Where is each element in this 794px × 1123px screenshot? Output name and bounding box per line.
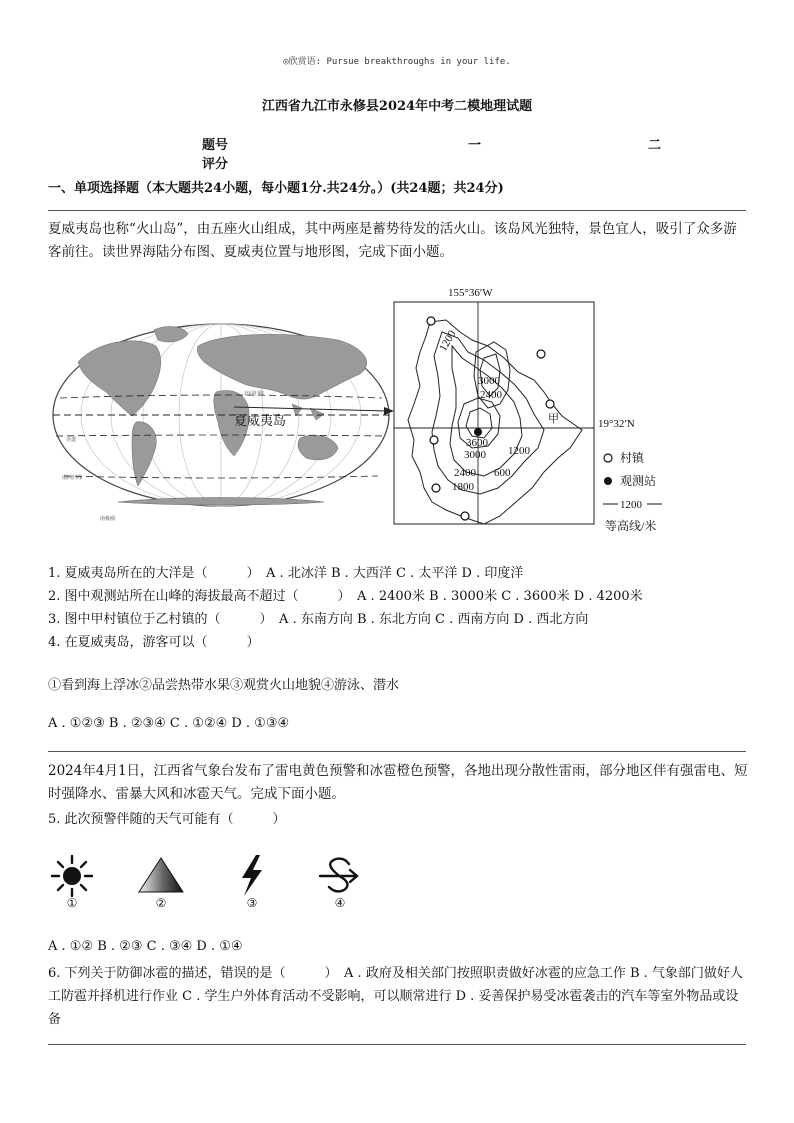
symbol-label-1: ①	[66, 896, 78, 910]
sandstorm-icon	[320, 859, 357, 892]
contour-label: 3000	[478, 375, 500, 387]
symbol-label-2: ②	[155, 896, 167, 910]
contour-label: 2400	[480, 389, 502, 401]
village-marker	[537, 350, 545, 358]
topo-legend	[603, 450, 662, 533]
latitude-label: 19°32′N	[598, 418, 635, 430]
legend-contour-sample: 1200	[620, 499, 642, 511]
passage-weather-warning: 2024年4月1日，江西省气象台发布了雷电黄色预警和冰雹橙色预警，各地出现分散性雷雨，部分地区伴有强雷电、短时强降水、雷暴大风和冰雹天气。完成下面小题。	[48, 763, 748, 802]
passage-hawaii: 夏威夷岛也称“火山岛”，由五座火山组成，其中两座是蓄势待发的活火山。该岛风光独特，景色宜人，吸引了众多游客前往。读世界海陆分布图、夏威夷位置与地形图，完成下面小题。	[48, 221, 737, 260]
contour-label: 1200	[437, 328, 459, 354]
latitude-label-tropic-cancer: 北回归线	[244, 392, 265, 397]
page-title: 江西省九江市永修县2024年中考二模地理试题	[261, 99, 533, 114]
question-4: 4. 在夏威夷岛，游客可以（ ）	[48, 635, 260, 650]
symbol-label-3: ③	[246, 896, 258, 910]
latitude-label-antarctic-circle: 南极圈	[100, 517, 116, 522]
legend-village-label: 村镇	[620, 451, 645, 465]
weather-symbols	[48, 852, 368, 912]
score-table-col-1: 一	[468, 138, 482, 153]
watermark-text: ◎欣赏语: Pursue breakthroughs in your life.	[283, 57, 511, 67]
village-marker	[427, 317, 435, 325]
contour-label: 1800	[452, 481, 474, 493]
contour-label: 600	[494, 467, 511, 479]
question-5-options: A . ①② B . ②③ C . ③④ D . ①④	[48, 939, 243, 954]
question-5: 5. 此次预警伴随的天气可能有（ ）	[48, 812, 286, 827]
village-jia-label: 甲	[548, 413, 559, 425]
symbol-label-4: ④	[334, 896, 346, 910]
longitude-label: 155°36′W	[448, 287, 493, 299]
section-heading: 一、单项选择题（本大题共24小题，每小题1分.共24分。）(共24题；共24分)	[48, 181, 504, 196]
score-table-row-label-score: 评分	[202, 157, 229, 172]
contour-label: 2400	[454, 467, 476, 479]
legend-station-label: 观测站	[620, 474, 657, 488]
contour-label: 3600	[466, 437, 488, 449]
score-table-row-label-number: 题号	[202, 138, 229, 153]
divider	[48, 751, 746, 752]
hawaii-callout-label: 夏威夷岛	[234, 413, 287, 428]
latitude-label-equator: 赤道	[66, 438, 77, 443]
question-3: 3. 图中甲村镇位于乙村镇的（ ） A . 东南方向 B . 东北方向 C . 西南方向 D . 西北方向	[48, 612, 589, 627]
contour-label: 3000	[464, 449, 486, 461]
station-legend-icon	[604, 477, 612, 485]
question-4-options: A . ①②③ B . ②③④ C . ①②④ D . ①③④	[48, 716, 290, 731]
topo-map	[394, 287, 662, 533]
divider	[48, 1044, 746, 1045]
village-marker	[432, 484, 440, 492]
village-marker	[546, 400, 554, 408]
world-map	[53, 324, 394, 522]
lightning-icon	[242, 855, 262, 896]
score-table-col-2: 二	[648, 138, 662, 153]
question-2: 2. 图中观测站所在山峰的海拔最高不超过（ ） A . 2400米 B . 3000米 C . 3600米 D . 4200米	[48, 589, 643, 604]
village-marker	[461, 512, 469, 520]
question-4-items: ①看到海上浮冰②品尝热带水果③观赏火山地貌④游泳、潜水	[48, 678, 400, 693]
legend-contour-caption: 等高线/米	[605, 519, 657, 533]
sun-icon	[52, 856, 92, 896]
hail-icon	[139, 858, 183, 892]
divider	[48, 210, 746, 211]
latitude-label-tropic-capricorn: 南回归线	[62, 476, 83, 481]
question-1: 1. 夏威夷岛所在的大洋是（ ） A . 北冰洋 B . 大西洋 C . 太平洋 D . 印度洋	[48, 566, 524, 581]
question-6: 6. 下列关于防御冰雹的描述，错误的是（ ） A . 政府及相关部门按照职责做好冰雹的应急工作 B . 气象部门做好人工防雹并择机进行作业 C . 学生户外体育活动不受影响，可以顺常进行 D . 妥善保护易受冰雹袭击的汽车等室外物品或设备	[48, 966, 743, 1027]
figure-maps	[48, 280, 688, 545]
village-legend-icon	[604, 454, 612, 462]
contour-label: 1200	[508, 445, 530, 457]
village-marker	[430, 436, 438, 444]
station-marker	[474, 428, 482, 436]
